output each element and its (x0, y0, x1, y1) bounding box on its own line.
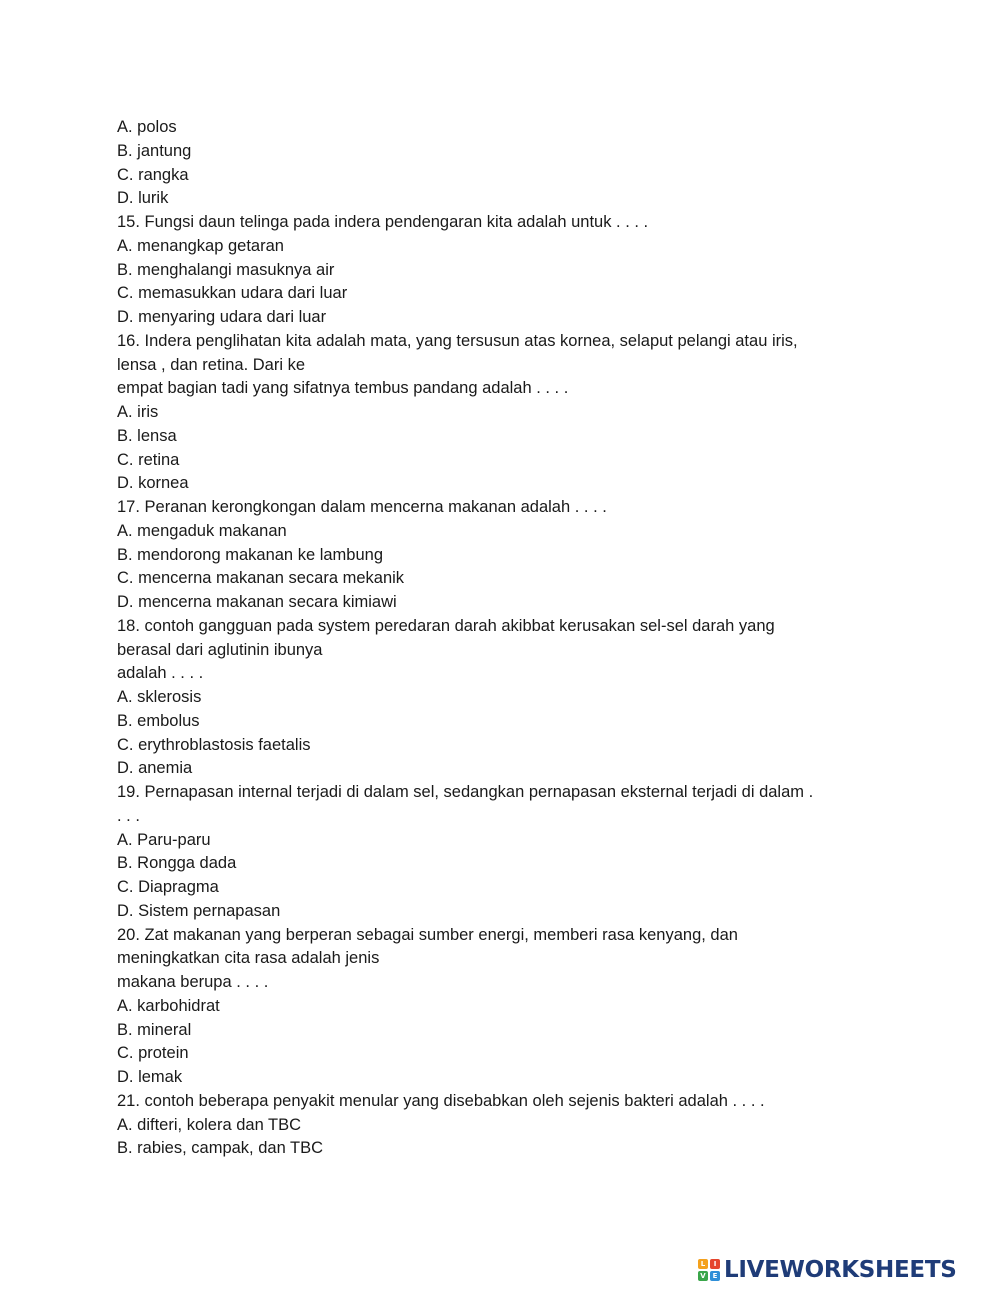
text-line: C. rangka (117, 165, 189, 184)
text-line: D. lemak (117, 1068, 183, 1086)
text-line: B. embolus (117, 711, 200, 730)
text-line: B. Rongga dada (117, 854, 237, 873)
text-line: D. lurik (117, 189, 169, 208)
text-line: B. lensa (117, 426, 177, 445)
text-line: B. mendorong makanan ke lambung (117, 545, 383, 564)
text-line: adalah . . . . (117, 664, 204, 683)
text-line: C. Diapragma (117, 878, 219, 896)
text-line: 17. Peranan kerongkongan dalam mencerna makanan adalah . . . . (117, 498, 607, 516)
logo-block-e: E (710, 1271, 720, 1281)
liveworksheets-logo-icon (698, 1259, 720, 1281)
text-line: A. iris (117, 403, 159, 421)
text-line: A. menangkap getaran (117, 236, 284, 255)
text-line: C. erythroblastosis faetalis (117, 735, 311, 754)
text-line: makana berupa . . . . (117, 973, 269, 991)
logo-wordmark: LIVEWORKSHEETS (724, 1257, 957, 1283)
text-line: 16. Indera penglihatan kita adalah mata, yang tersusun atas kornea, selaput pelangi atau iris, (117, 331, 798, 350)
liveworksheets-logo (698, 1254, 956, 1286)
worksheet-text (117, 116, 877, 1161)
text-line: B. mineral (117, 1020, 192, 1039)
text-line: A. mengaduk makanan (117, 521, 287, 540)
text-line: A. Paru-paru (117, 830, 211, 849)
text-line: 21. contoh beberapa penyakit menular yang disebabkan oleh sejenis bakteri adalah . . . . (117, 1091, 765, 1110)
text-line: D. kornea (117, 474, 189, 493)
text-line: 20. Zat makanan yang berperan sebagai sumber energi, memberi rasa kenyang, dan (117, 925, 738, 944)
text-line: empat bagian tadi yang sifatnya tembus pandang adalah . . . . (117, 379, 569, 398)
logo-block-l: L (698, 1259, 708, 1269)
text-line: D. Sistem pernapasan (117, 901, 281, 920)
logo-block-v: V (698, 1271, 708, 1281)
text-line: B. rabies, campak, dan TBC (117, 1139, 324, 1158)
text-line: A. difteri, kolera dan TBC (117, 1115, 302, 1134)
text-line: C. protein (117, 1044, 189, 1063)
text-line: B. menghalangi masuknya air (117, 260, 335, 279)
text-line: A. sklerosis (117, 688, 202, 706)
text-line: berasal dari aglutinin ibunya (117, 640, 323, 659)
text-line: 18. contoh gangguan pada system peredaran darah akibbat kerusakan sel-sel darah yang (117, 616, 775, 635)
text-line: A. karbohidrat (117, 996, 220, 1015)
text-line: meningkatkan cita rasa adalah jenis (117, 949, 380, 968)
text-line: B. jantung (117, 141, 192, 160)
logo-block-i: I (710, 1259, 720, 1269)
text-line: C. retina (117, 450, 180, 469)
text-line: C. memasukkan udara dari luar (117, 284, 348, 303)
text-line: lensa , dan retina. Dari ke (117, 355, 306, 374)
text-line: 19. Pernapasan internal terjadi di dalam sel, sedangkan pernapasan eksternal terjadi di dalam . (117, 783, 814, 801)
text-line: C. mencerna makanan secara mekanik (117, 569, 405, 588)
text-line: D. mencerna makanan secara kimiawi (117, 593, 397, 611)
text-line: 15. Fungsi daun telinga pada indera pendengaran kita adalah untuk . . . . (117, 213, 649, 231)
text-line: A. polos (117, 118, 177, 136)
text-line: . . . (117, 806, 140, 825)
text-line: D. anemia (117, 759, 193, 778)
text-line: D. menyaring udara dari luar (117, 308, 327, 326)
